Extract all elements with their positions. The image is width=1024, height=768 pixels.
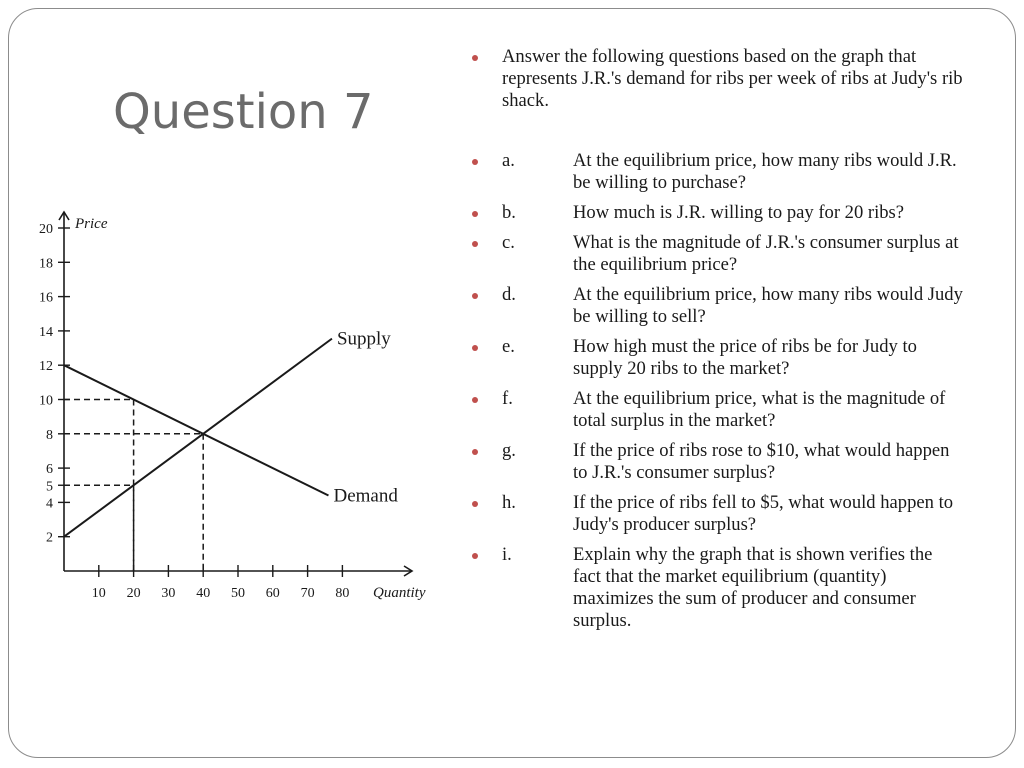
bullet-icon (472, 345, 478, 351)
question-item (472, 492, 972, 536)
y-tick-label: 20 (39, 222, 53, 237)
question-letter: g. (502, 440, 516, 461)
y-tick-label: 10 (39, 393, 53, 409)
intro-text: Answer the following questions based on the graph that represents J.R.'s demand for ribs per week of ribs at Judy's rib shack. (502, 46, 963, 111)
y-tick-label: 8 (46, 427, 53, 443)
question-item (472, 150, 972, 194)
question-list (472, 150, 972, 640)
question-item (472, 388, 972, 432)
question-letter: c. (502, 232, 515, 253)
bullet-icon (472, 449, 478, 455)
x-tick-label: 70 (300, 586, 315, 601)
question-text: How much is J.R. willing to pay for 20 ribs? (573, 202, 905, 223)
x-tick-label: 40 (196, 586, 211, 601)
y-tick-label: 18 (39, 256, 53, 272)
series-line-supply (64, 339, 332, 537)
question-item (472, 202, 972, 224)
question-letter: f. (502, 388, 513, 409)
y-tick-label: 2 (46, 530, 53, 546)
series-label-demand: Demand (333, 485, 398, 507)
bullet-icon (472, 211, 478, 217)
supply-demand-chart (0, 0, 460, 620)
x-tick-label: 10 (91, 586, 106, 601)
bullet-icon (472, 397, 478, 403)
series-line-demand (64, 365, 328, 495)
slide-title: Question 7 (113, 84, 374, 140)
x-tick-label: 80 (335, 586, 350, 601)
question-letter: e. (502, 336, 515, 357)
bullet-icon (472, 553, 478, 559)
series-label-supply: Supply (336, 328, 391, 350)
question-item (472, 284, 972, 328)
y-tick-label: 6 (46, 462, 53, 478)
x-tick-label: 50 (231, 586, 245, 601)
y-tick-label: 4 (46, 496, 53, 512)
question-letter: h. (502, 492, 516, 513)
question-letter: b. (502, 202, 516, 223)
bullet-icon (472, 241, 478, 247)
question-letter: i. (502, 544, 512, 565)
y-tick-label: 14 (39, 324, 53, 340)
question-item (472, 440, 972, 484)
bullet-icon (472, 159, 478, 165)
y-axis-label: Price (75, 216, 108, 232)
bullet-icon (472, 501, 478, 507)
question-text: What is the magnitude of J.R.'s consumer surplus at the equilibrium price? (573, 232, 959, 275)
question-letter: a. (502, 150, 515, 171)
bullet-icon (472, 55, 478, 61)
question-item (472, 232, 972, 276)
question-text: If the price of ribs fell to $5, what would happen to Judy's producer surplus? (573, 492, 954, 535)
question-text: At the equilibrium price, how many ribs would Judy be willing to sell? (573, 284, 963, 327)
y-tick-label: 16 (39, 290, 53, 306)
y-tick-label: 12 (39, 359, 53, 375)
x-tick-label: 30 (161, 586, 176, 601)
y-tick-label: 5 (46, 479, 53, 495)
question-letter: d. (502, 284, 516, 305)
x-axis-label: Quantity (373, 585, 426, 601)
question-text: At the equilibrium price, how many ribs would J.R. be willing to purchase? (573, 150, 957, 193)
x-tick-label: 60 (265, 586, 280, 601)
question-item (472, 544, 972, 632)
question-text: At the equilibrium price, what is the magnitude of total surplus in the market? (573, 388, 946, 431)
bullet-icon (472, 293, 478, 299)
question-text: How high must the price of ribs be for Judy to supply 20 ribs to the market? (573, 336, 917, 379)
question-item (472, 336, 972, 380)
question-text: Explain why the graph that is shown verifies the fact that the market equilibrium (quantity) maximizes the sum of producer and consumer surplus. (573, 544, 933, 631)
x-tick-label: 20 (126, 586, 141, 601)
question-text: If the price of ribs rose to $10, what would happen to J.R.'s consumer surplus? (573, 440, 950, 483)
